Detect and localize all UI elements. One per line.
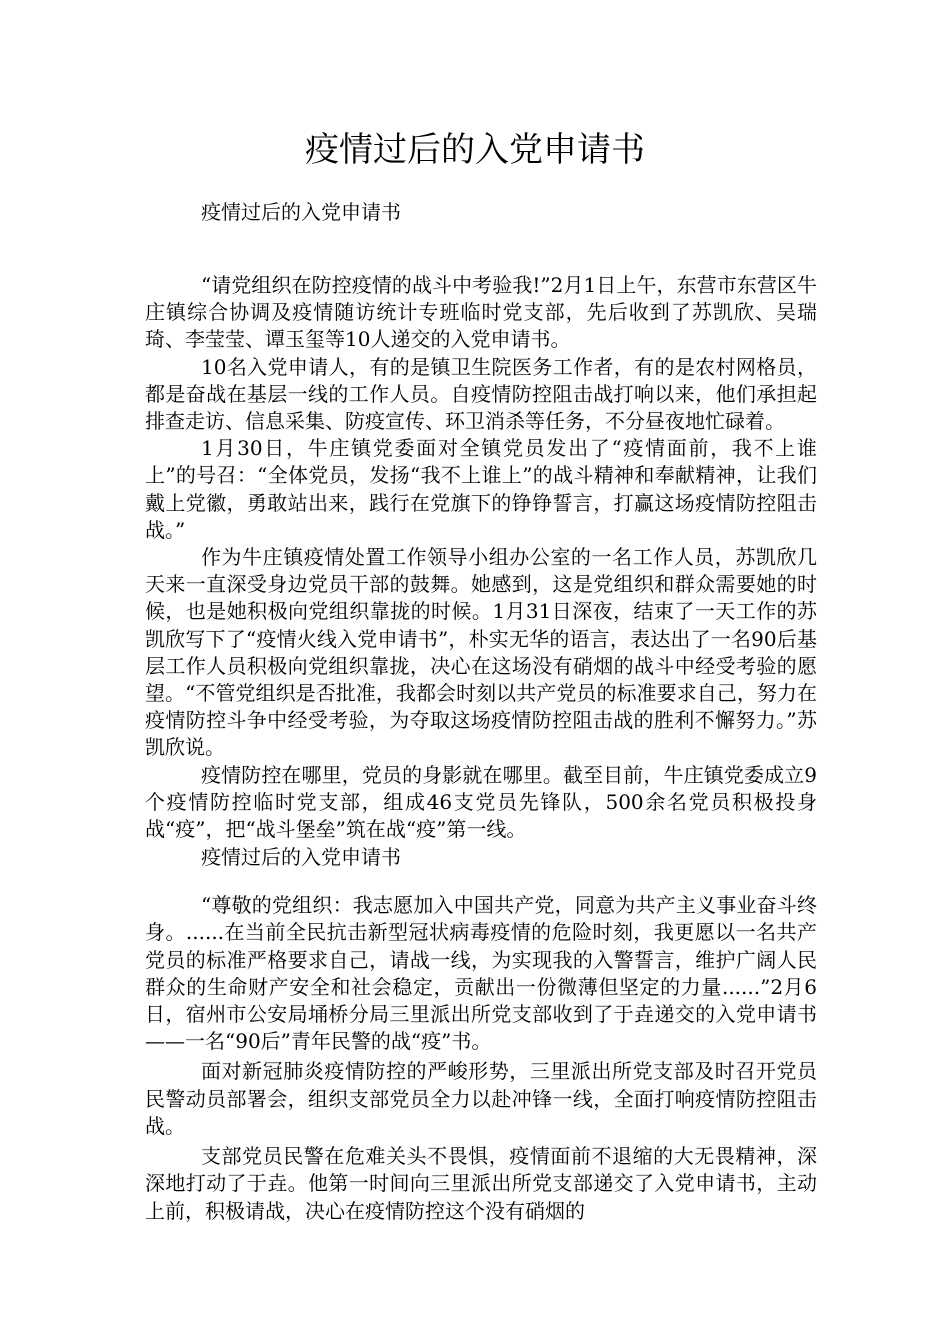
document-subtitle: 疫情过后的入党申请书 <box>201 200 401 224</box>
paragraph: 支部党员民警在危难关头不畏惧，疫情面前不退缩的大无畏精神，深深地打动了于垚。他第一时间向三里派出所党支部递交了入党申请书，主动上前，积极请战，决心在疫情防控这个没有硝烟的 <box>145 1144 817 1223</box>
document-body <box>145 198 817 1225</box>
document-title: 疫情过后的入党申请书 <box>305 130 645 170</box>
section-heading: 疫情过后的入党申请书 <box>201 845 401 870</box>
paragraph: “请党组织在防控疫情的战斗中考验我!”2月1日上午，东营市东营区牛庄镇综合协调及疫情随访统计专班临时党支部，先后收到了苏凯欣、吴瑞琦、李莹莹、谭玉玺等10人递交的入党申请书。 <box>145 273 817 352</box>
paragraph: 1月30日，牛庄镇党委面对全镇党员发出了“疫情面前，我不上谁上”的号召：“全体党员，发扬“我不上谁上”的战斗精神和奉献精神，让我们戴上党徽，勇敢站出来，践行在党旗下的铮铮誓言，打赢这场疫情防控阻击战。” <box>145 436 817 542</box>
paragraph: “尊敬的党组织：我志愿加入中国共产党，同意为共产主义事业奋斗终身。......在当前全民抗击新型冠状病毒疫情的危险时刻，我更愿以一名共产党员的标准严格要求自己，请战一线，为实现我的入警誓言，维护广阔人民群众的生命财产安全和社会稳定，贡献出一份微薄但坚定的力量......”2月6日，宿州市公安局埇桥分局三里派出所党支部收到了于垚递交的入党申请书——一名“90后”青年民警的战“疫”书。 <box>145 893 817 1054</box>
paragraph: 作为牛庄镇疫情处置工作领导小组办公室的一名工作人员，苏凯欣几天来一直深受身边党员干部的鼓舞。她感到，这是党组织和群众需要她的时候，也是她积极向党组织靠拢的时候。1月31日深夜，结束了一天工作的苏凯欣写下了“疫情火线入党申请书”，朴实无华的语言，表达出了一名90后基层工作人员积极向党组织靠拢，决心在这场没有硝烟的战斗中经受考验的愿望。“不管党组织是否批准，我都会时刻以共产党员的标准要求自己，努力在疫情防控斗争中经受考验，为夺取这场疫情防控阻击战的胜利不懈努力。”苏凯欣说。 <box>145 545 817 760</box>
paragraph: 疫情防控在哪里，党员的身影就在哪里。截至目前，牛庄镇党委成立9个疫情防控临时党支部，组成46支党员先锋队，500余名党员积极投身战“疫”，把“战斗堡垒”筑在战“疫”第一线。 <box>145 762 817 842</box>
spacer <box>145 871 817 892</box>
paragraph: 面对新冠肺炎疫情防控的严峻形势，三里派出所党支部及时召开党员民警动员部署会，组织支部党员全力以赴冲锋一线，全面打响疫情防控阻击战。 <box>145 1059 817 1138</box>
paragraph: 10名入党申请人，有的是镇卫生院医务工作者，有的是农村网格员，都是奋战在基层一线的工作人员。自疫情防控阻击战打响以来，他们承担起排查走访、信息采集、防疫宣传、环卫消杀等任务，不分昼夜地忙碌着。 <box>145 354 817 434</box>
spacer <box>145 226 817 272</box>
